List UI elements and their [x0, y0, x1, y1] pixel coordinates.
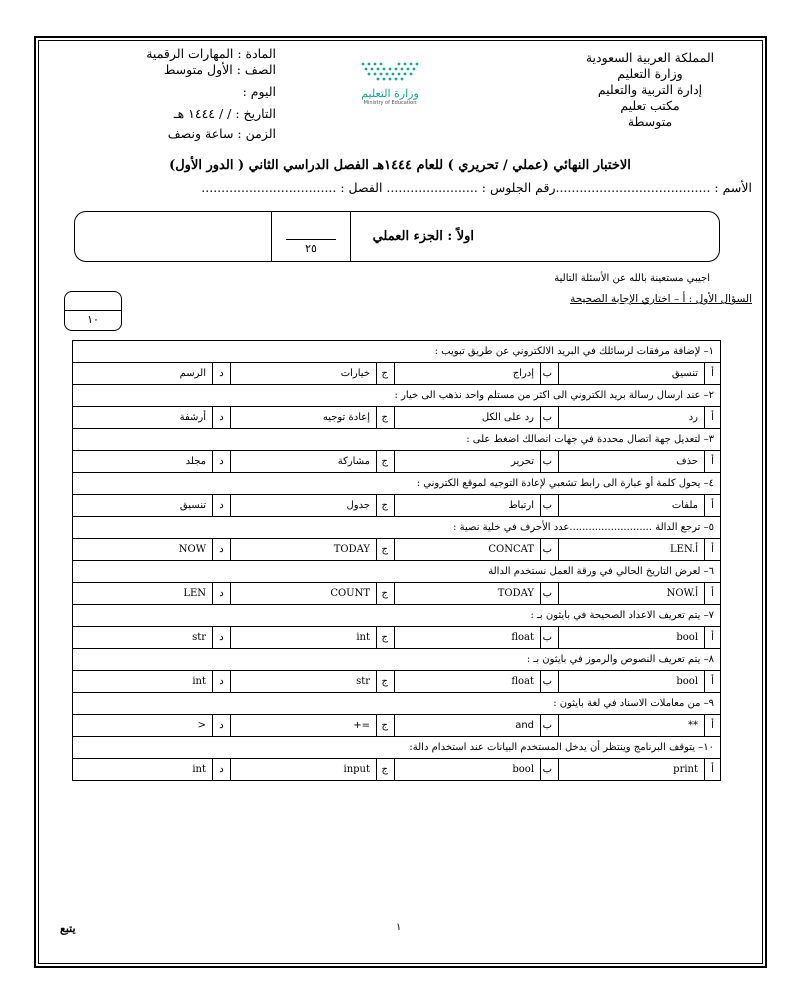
option-letter: ب — [541, 539, 559, 561]
header-left-line: التاريخ : / / ١٤٤٤ هـ — [173, 106, 276, 121]
option-text[interactable]: bool — [559, 627, 705, 649]
option-letter: ج — [377, 715, 395, 737]
option-letter: د — [213, 627, 231, 649]
question-text: ٧– يتم تعريف الاعداد الصحيحة في بايثون بـ : — [73, 605, 721, 627]
option-text[interactable]: خيارات — [231, 363, 377, 385]
options-row — [73, 715, 721, 737]
option-letter: د — [213, 495, 231, 517]
option-text[interactable]: تحرير — [395, 451, 541, 473]
options-row — [73, 583, 721, 605]
option-text[interactable]: ملفات — [559, 495, 705, 517]
option-text[interactable]: > — [73, 715, 213, 737]
option-text[interactable]: TODAY — [231, 539, 377, 561]
option-letter: ب — [541, 715, 559, 737]
option-letter: أ — [705, 627, 721, 649]
instruction: اجيبي مستعينة بالله عن الأسئلة التالية — [554, 273, 710, 284]
question-text: ٢– عند ارسال رسالة بريد الكتروني الى اكثر من مستلم واحد نذهب الى خيار : — [73, 385, 721, 407]
option-text[interactable]: مشاركة — [231, 451, 377, 473]
option-letter: أ — [705, 451, 721, 473]
option-text[interactable]: حذف — [559, 451, 705, 473]
question-mark: ١٠ — [87, 313, 99, 326]
option-letter: ج — [377, 627, 395, 649]
option-text[interactable]: int — [73, 759, 213, 781]
option-letter: ج — [377, 583, 395, 605]
option-letter: أ — [705, 363, 721, 385]
option-letter: ب — [541, 451, 559, 473]
option-text[interactable]: float — [395, 627, 541, 649]
option-text[interactable]: str — [73, 627, 213, 649]
option-letter: د — [213, 539, 231, 561]
student-info-line: الأسم : .......................................رقم الجلوس : ....................... الفصل : .................................. — [201, 180, 752, 195]
option-text[interactable]: print — [559, 759, 705, 781]
option-text[interactable]: أرشفة — [73, 407, 213, 429]
option-letter: ج — [377, 759, 395, 781]
option-letter: ب — [541, 407, 559, 429]
header-right-line: إدارة التربية والتعليم — [597, 82, 703, 97]
ministry-logo — [330, 60, 450, 106]
option-letter: أ — [705, 759, 721, 781]
question-row — [73, 561, 721, 583]
option-text[interactable]: CONCAT — [395, 539, 541, 561]
question-heading: السؤال الأول : أ – اختاري الإجابة الصحيحة — [570, 293, 752, 305]
option-letter: ج — [377, 451, 395, 473]
options-row — [73, 759, 721, 781]
logo-text-en: Ministry of Education — [363, 100, 417, 106]
questions-table — [72, 340, 721, 781]
part-score-box — [271, 211, 351, 262]
header-right — [550, 50, 750, 130]
header-left-line: المادة : المهارات الرقمية — [146, 46, 276, 61]
question-text: ٨– يتم تعريف النصوص والرموز في بايثون بـ : — [73, 649, 721, 671]
option-text[interactable]: int — [73, 671, 213, 693]
header-right-line: متوسطة — [627, 114, 673, 129]
option-text[interactable]: COUNT — [231, 583, 377, 605]
option-text[interactable]: ارتباط — [395, 495, 541, 517]
part-one-title: اولاً : الجزء العملي — [372, 229, 474, 244]
option-letter: ب — [541, 759, 559, 781]
question-row — [73, 429, 721, 451]
header-left-line: اليوم : — [242, 84, 276, 99]
question-text: ١٠– يتوقف البرنامج وينتظر أن يدخل المستخدم البيانات عند استخدام دالة: — [73, 737, 721, 759]
option-text[interactable]: input — [231, 759, 377, 781]
option-text[interactable]: float — [395, 671, 541, 693]
options-row — [73, 451, 721, 473]
option-text[interactable]: الرسم — [73, 363, 213, 385]
options-row — [73, 671, 721, 693]
option-letter: أ — [705, 495, 721, 517]
header-left — [96, 46, 276, 142]
question-row — [73, 693, 721, 715]
question-text: ٥– ترجع الدالة ..........................عدد الأحرف في خلية نصية : — [73, 517, 721, 539]
option-text[interactable]: جدول — [231, 495, 377, 517]
option-letter: ب — [541, 583, 559, 605]
option-letter: أ — [705, 715, 721, 737]
option-letter: أ — [705, 407, 721, 429]
option-letter: د — [213, 671, 231, 693]
option-text[interactable]: TODAY — [395, 583, 541, 605]
exam-title: الاختبار النهائي (عملي / تحريري ) للعام ١٤٤٤هـ الفصل الدراسي الثاني ( الدور الأول) — [169, 158, 631, 173]
options-row — [73, 539, 721, 561]
option-text[interactable]: += — [231, 715, 377, 737]
option-letter: أ — [705, 583, 721, 605]
follow-label: يتبع — [60, 922, 76, 935]
option-letter: د — [213, 583, 231, 605]
option-text[interactable]: str — [231, 671, 377, 693]
option-text[interactable]: and — [395, 715, 541, 737]
question-row — [73, 605, 721, 627]
question-row — [73, 473, 721, 495]
question-text: ١– لإضافة مرفقات لرسائلك في البريد الالكتروني عن طريق تبويب : — [73, 341, 721, 363]
options-row — [73, 495, 721, 517]
option-text[interactable]: رد — [559, 407, 705, 429]
question-text: ٦– لعرض التاريخ الحالي في ورقة العمل نستخدم الدالة — [73, 561, 721, 583]
option-text[interactable]: رد على الكل — [395, 407, 541, 429]
question-row — [73, 341, 721, 363]
page-number: ١ — [396, 922, 402, 933]
option-text[interactable]: bool — [395, 759, 541, 781]
part-one-box — [74, 211, 720, 262]
question-text: ٩– من معاملات الاسناد في لغة بايثون : — [73, 693, 721, 715]
logo-text-ar: وزارة التعليم — [361, 87, 419, 100]
option-text[interactable]: ** — [559, 715, 705, 737]
option-letter: ج — [377, 407, 395, 429]
options-row — [73, 363, 721, 385]
option-letter: ب — [541, 363, 559, 385]
option-text[interactable]: تنسيق — [73, 495, 213, 517]
header-right-line: المملكة العربية السعودية — [585, 50, 715, 65]
option-text[interactable]: int — [231, 627, 377, 649]
option-text[interactable]: LEN.أ — [559, 539, 705, 561]
option-letter: د — [213, 363, 231, 385]
option-letter: ب — [541, 495, 559, 517]
option-letter: د — [213, 715, 231, 737]
part-score: ٢٥ — [305, 242, 317, 255]
header-right-line: مكتب تعليم — [620, 98, 680, 113]
option-letter: ج — [377, 671, 395, 693]
question-row — [73, 385, 721, 407]
option-text[interactable]: تنسيق — [559, 363, 705, 385]
question-row — [73, 517, 721, 539]
question-text: ٣– لتعديل جهة اتصال محددة في جهات اتصالك اضغط على : — [73, 429, 721, 451]
option-text[interactable]: إدراج — [395, 363, 541, 385]
option-text[interactable]: LEN — [73, 583, 213, 605]
option-text[interactable]: NOW.أ — [559, 583, 705, 605]
option-letter: د — [213, 407, 231, 429]
option-letter: ج — [377, 363, 395, 385]
option-letter: ب — [541, 671, 559, 693]
options-row — [73, 407, 721, 429]
option-letter: ج — [377, 495, 395, 517]
option-letter: د — [213, 451, 231, 473]
ministry-logo-icon — [355, 60, 425, 84]
question-row — [73, 737, 721, 759]
header-left-line: الصف : الأول متوسط — [163, 62, 276, 77]
option-text[interactable]: مجلد — [73, 451, 213, 473]
option-letter: أ — [705, 671, 721, 693]
question-text: ٤– يحول كلمة أو عبارة الى رابط تشعبي لإعادة التوجيه لموقع الكتروني : — [73, 473, 721, 495]
options-row — [73, 627, 721, 649]
option-letter: أ — [705, 539, 721, 561]
option-text[interactable]: bool — [559, 671, 705, 693]
option-letter: د — [213, 759, 231, 781]
header-left-line: الزمن : ساعة ونصف — [167, 126, 276, 141]
option-text[interactable]: إعادة توجيه — [231, 407, 377, 429]
question-row — [73, 649, 721, 671]
option-letter: ج — [377, 539, 395, 561]
header-right-line: وزارة التعليم — [617, 66, 683, 81]
question-mark-box — [64, 291, 122, 331]
option-letter: ب — [541, 627, 559, 649]
option-text[interactable]: NOW — [73, 539, 213, 561]
